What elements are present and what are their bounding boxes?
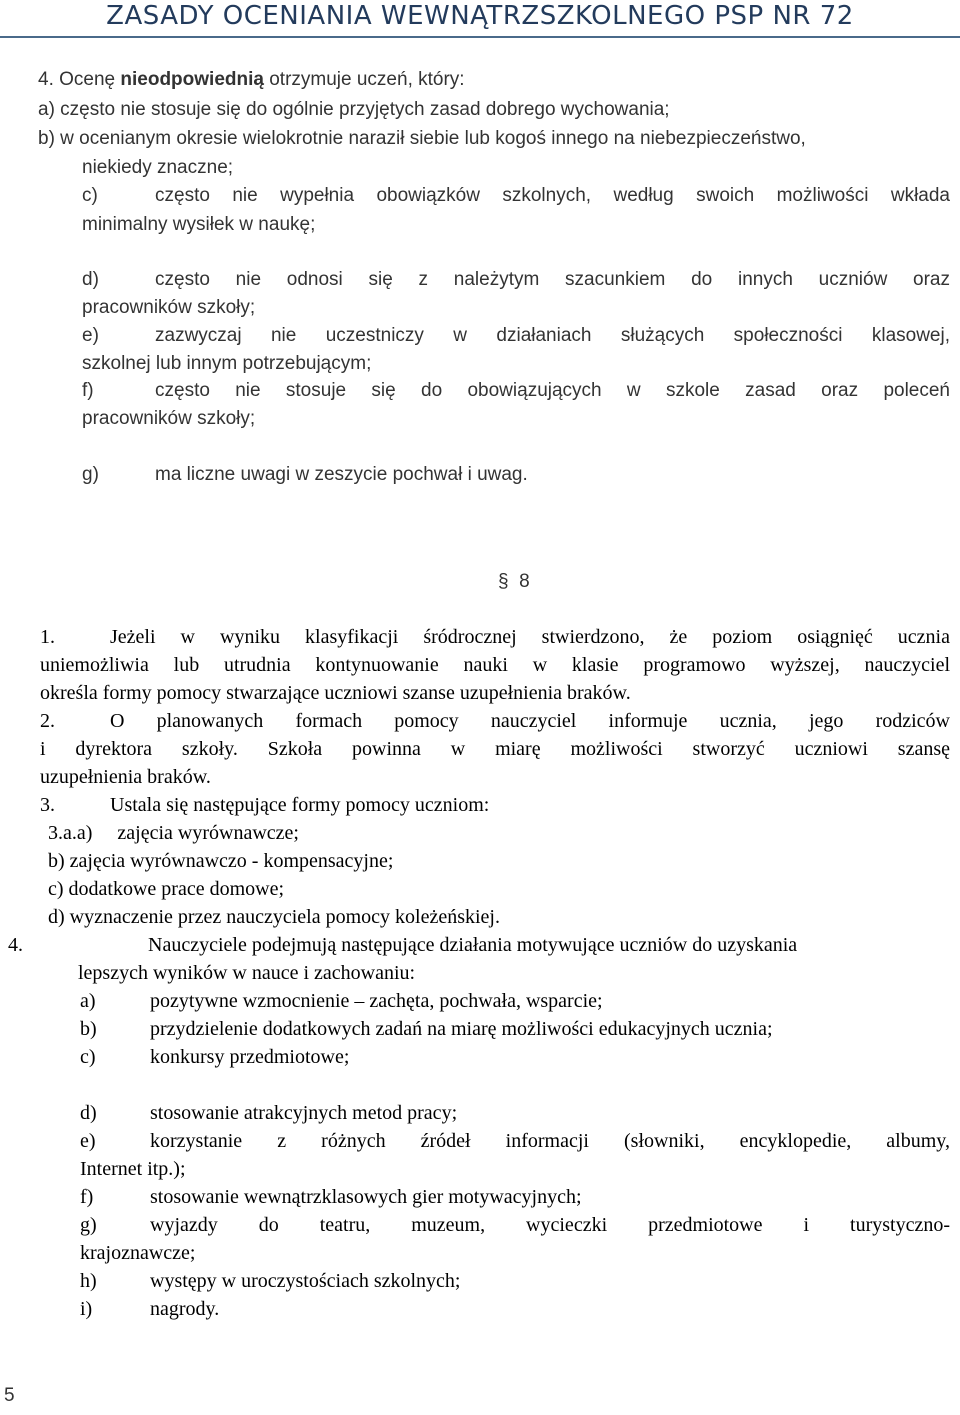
paragraph-4-line2: lepszych wyników w nauce i zachowaniu: [78, 962, 416, 984]
criterion-c-label: c) [82, 185, 98, 206]
paragraph-3-text: Ustala się następujące formy pomocy uczniom: [110, 794, 490, 816]
paragraph-3-number: 3. [40, 794, 55, 816]
motivation-item-label: g) [80, 1214, 97, 1236]
section-marker [498, 568, 530, 596]
motivation-item-label: d) [80, 1102, 97, 1124]
criterion-f-label: f) [82, 380, 94, 401]
paragraph-1-number: 1. [40, 626, 55, 648]
motivation-item-text-cont: Internet itp.); [80, 1158, 186, 1180]
criterion-d-line1: często nie odnosi się z należytym szacunkiem do innych uczniów oraz [155, 269, 950, 290]
document-header-title: ZASADY OCENIANIA WEWNĄTRZSZKOLNEGO PSP NR 72 [106, 1, 854, 31]
help-form-d: d) wyznaczenie przez nauczyciela pomocy koleżeńskiej. [48, 906, 500, 928]
paragraph-4-number: 4. [8, 934, 23, 956]
help-form-b: b) zajęcia wyrównawczo - kompensacyjne; [48, 850, 394, 872]
help-form-a: 3.a.a) zajęcia wyrównawcze; [48, 822, 299, 844]
criterion-e-line2: szkolnej lub innym potrzebującym; [82, 353, 372, 374]
motivation-item-text: nagrody. [150, 1298, 220, 1320]
paragraph-1-line3: określa formy pomocy stwarzające uczniowi szanse uzupełnienia braków. [40, 682, 631, 704]
header-divider [0, 36, 960, 38]
paragraph-2-number: 2. [40, 710, 55, 732]
page-number: 5 [4, 1385, 15, 1406]
motivation-item-text-cont: krajoznawcze; [80, 1242, 196, 1264]
criterion-g-label: g) [82, 464, 99, 485]
motivation-item-text: wyjazdy do teatru, muzeum, wycieczki przedmiotowe i turystyczno- [150, 1214, 950, 1236]
paragraph-2-line2: i dyrektora szkoły. Szkoła powinna w miarę możliwości stworzyć uczniowi szansę [40, 738, 950, 760]
motivation-item-label: a) [80, 990, 96, 1012]
motivation-item-label: h) [80, 1270, 97, 1292]
help-form-c: c) dodatkowe prace domowe; [48, 878, 285, 900]
criterion-c-line1: często nie wypełnia obowiązków szkolnych, według swoich możliwości wkłada [155, 185, 950, 206]
criterion-c-line2: minimalny wysiłek w naukę; [82, 214, 316, 235]
criterion-e-label: e) [82, 325, 99, 346]
motivation-item-label: e) [80, 1130, 96, 1152]
motivation-item-label: i) [80, 1298, 93, 1320]
motivation-item-text: stosowanie atrakcyjnych metod pracy; [150, 1102, 458, 1124]
criterion-b-line2: niekiedy znaczne; [82, 157, 234, 178]
section-number: 8 [519, 571, 530, 592]
criterion-d-label: d) [82, 269, 99, 290]
criterion-e-line1: zazwyczaj nie uczestniczy w działaniach służących społeczności klasowej, [155, 325, 950, 346]
motivation-item-text: korzystanie z różnych źródeł informacji (słowniki, encyklopedie, albumy, [150, 1130, 950, 1152]
motivation-item-text: pozytywne wzmocnienie – zachęta, pochwała, wsparcie; [150, 990, 603, 1012]
motivation-item-label: f) [80, 1186, 94, 1208]
grade-name: nieodpowiednią [120, 69, 264, 90]
criterion-a: a) często nie stosuje się do ogólnie przyjętych zasad dobrego wychowania; [38, 99, 670, 120]
paragraph-2-line1: O planowanych formach pomocy nauczyciel informuje ucznia, jego rodziców [110, 710, 950, 732]
criterion-f-line1: często nie stosuje się do obowiązujących w szkole zasad oraz poleceń [155, 380, 950, 401]
criterion-g-text: ma liczne uwagi w zeszycie pochwał i uwag. [155, 464, 528, 485]
paragraph-1-line1: Jeżeli w wyniku klasyfikacji śródrocznej stwierdzono, że poziom osiągnięć ucznia [110, 626, 950, 648]
grade-intro: 4. Ocenę nieodpowiednią otrzymuje uczeń, który: [38, 69, 465, 90]
motivation-item-text: przydzielenie dodatkowych zadań na miarę możliwości edukacyjnych ucznia; [150, 1018, 773, 1040]
motivation-item-text: występy w uroczystościach szkolnych; [150, 1270, 461, 1292]
section-sign: § [498, 571, 509, 592]
paragraph-1-line2: uniemożliwia lub utrudnia kontynuowanie nauki w klasie programowo wyższej, nauczyciel [40, 654, 950, 676]
motivation-item-label: c) [80, 1046, 96, 1068]
criterion-d-line2: pracowników szkoły; [82, 297, 256, 318]
criterion-f-line2: pracowników szkoły; [82, 408, 256, 429]
paragraph-2-line3: uzupełnienia braków. [40, 766, 211, 788]
paragraph-4-line1: Nauczyciele podejmują następujące działania motywujące uczniów do uzyskania [148, 934, 798, 956]
motivation-item-text: stosowanie wewnątrzklasowych gier motywacyjnych; [150, 1186, 582, 1208]
criterion-b-line1: b) w ocenianym okresie wielokrotnie naraził siebie lub kogoś innego na niebezpieczeństwo, [38, 128, 806, 149]
motivation-item-text: konkursy przedmiotowe; [150, 1046, 350, 1068]
motivation-item-label: b) [80, 1018, 97, 1040]
